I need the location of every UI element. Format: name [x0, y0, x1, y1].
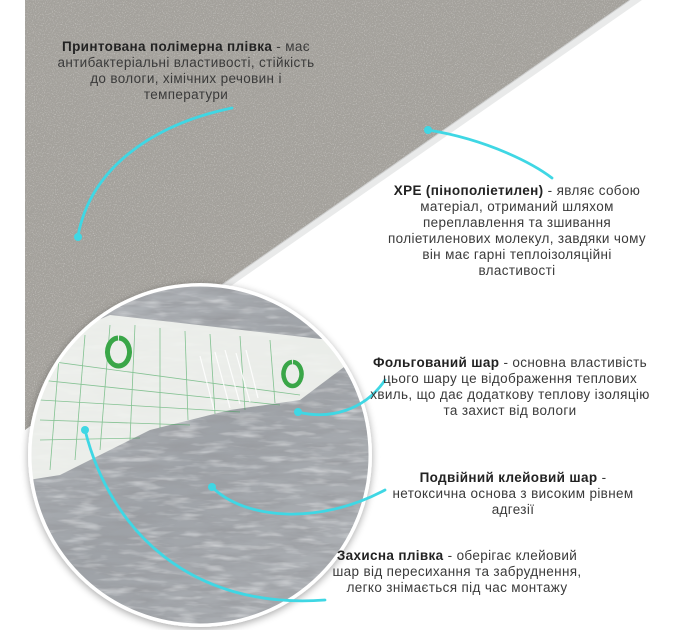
callout-printed-film: Принтована полімерна плівка - має антибактеріальні властивості, стійкість до вологи, хімічних речовин і температури — [57, 39, 315, 102]
callout-title: XPE (пінополіетилен) — [393, 183, 544, 198]
callout-text: являє собою матеріал, отриманий шляхом переплавлення та зшивання поліетиленових молекул, завдяки чому він має гарні теплоізоляційні властивості — [388, 183, 646, 278]
callout-foil-layer: Фольгований шар - основна властивість цього шару це відображення теплових хвиль, що дає додаткову теплову ізоляцію та захист від вологи — [370, 355, 650, 418]
connector-xpe — [428, 130, 552, 178]
callout-title: Подвійний клейовий шар — [419, 470, 598, 485]
callout-text: нетоксична основа з високим рівнем адгезії — [392, 486, 634, 517]
callout-xpe: XPE (пінополіетилен) - являє собою матеріал, отриманий шляхом переплавлення та зшивання поліетиленових молекул, завдяки чому він має гарні теплоізоляційні властивості — [388, 183, 646, 278]
layers-closeup — [28, 283, 372, 627]
callout-text: має антибактеріальні властивості, стійкість до вологи, хімічних речовин і температури — [57, 39, 315, 102]
callout-adhesive-layer: Подвійний клейовий шар - нетоксична основа з високим рівнем адгезії — [392, 470, 634, 517]
callout-text: основна властивість цього шару це відображення теплових хвиль, що дає додаткову теплову ізоляцію та захист від вологи — [370, 355, 650, 418]
callout-protective-film: Захисна плівка - оберігає клейовий шар від пересихання та забруднення, легко знімається під час монтажу — [332, 548, 582, 595]
callout-title: Захисна плівка — [336, 548, 444, 563]
callout-text: оберігає клейовий шар від пересихання та забруднення, легко знімається під час монтажу — [332, 548, 582, 595]
callout-title: Фольгований шар — [372, 355, 500, 370]
callout-title: Принтована полімерна плівка — [62, 39, 273, 54]
